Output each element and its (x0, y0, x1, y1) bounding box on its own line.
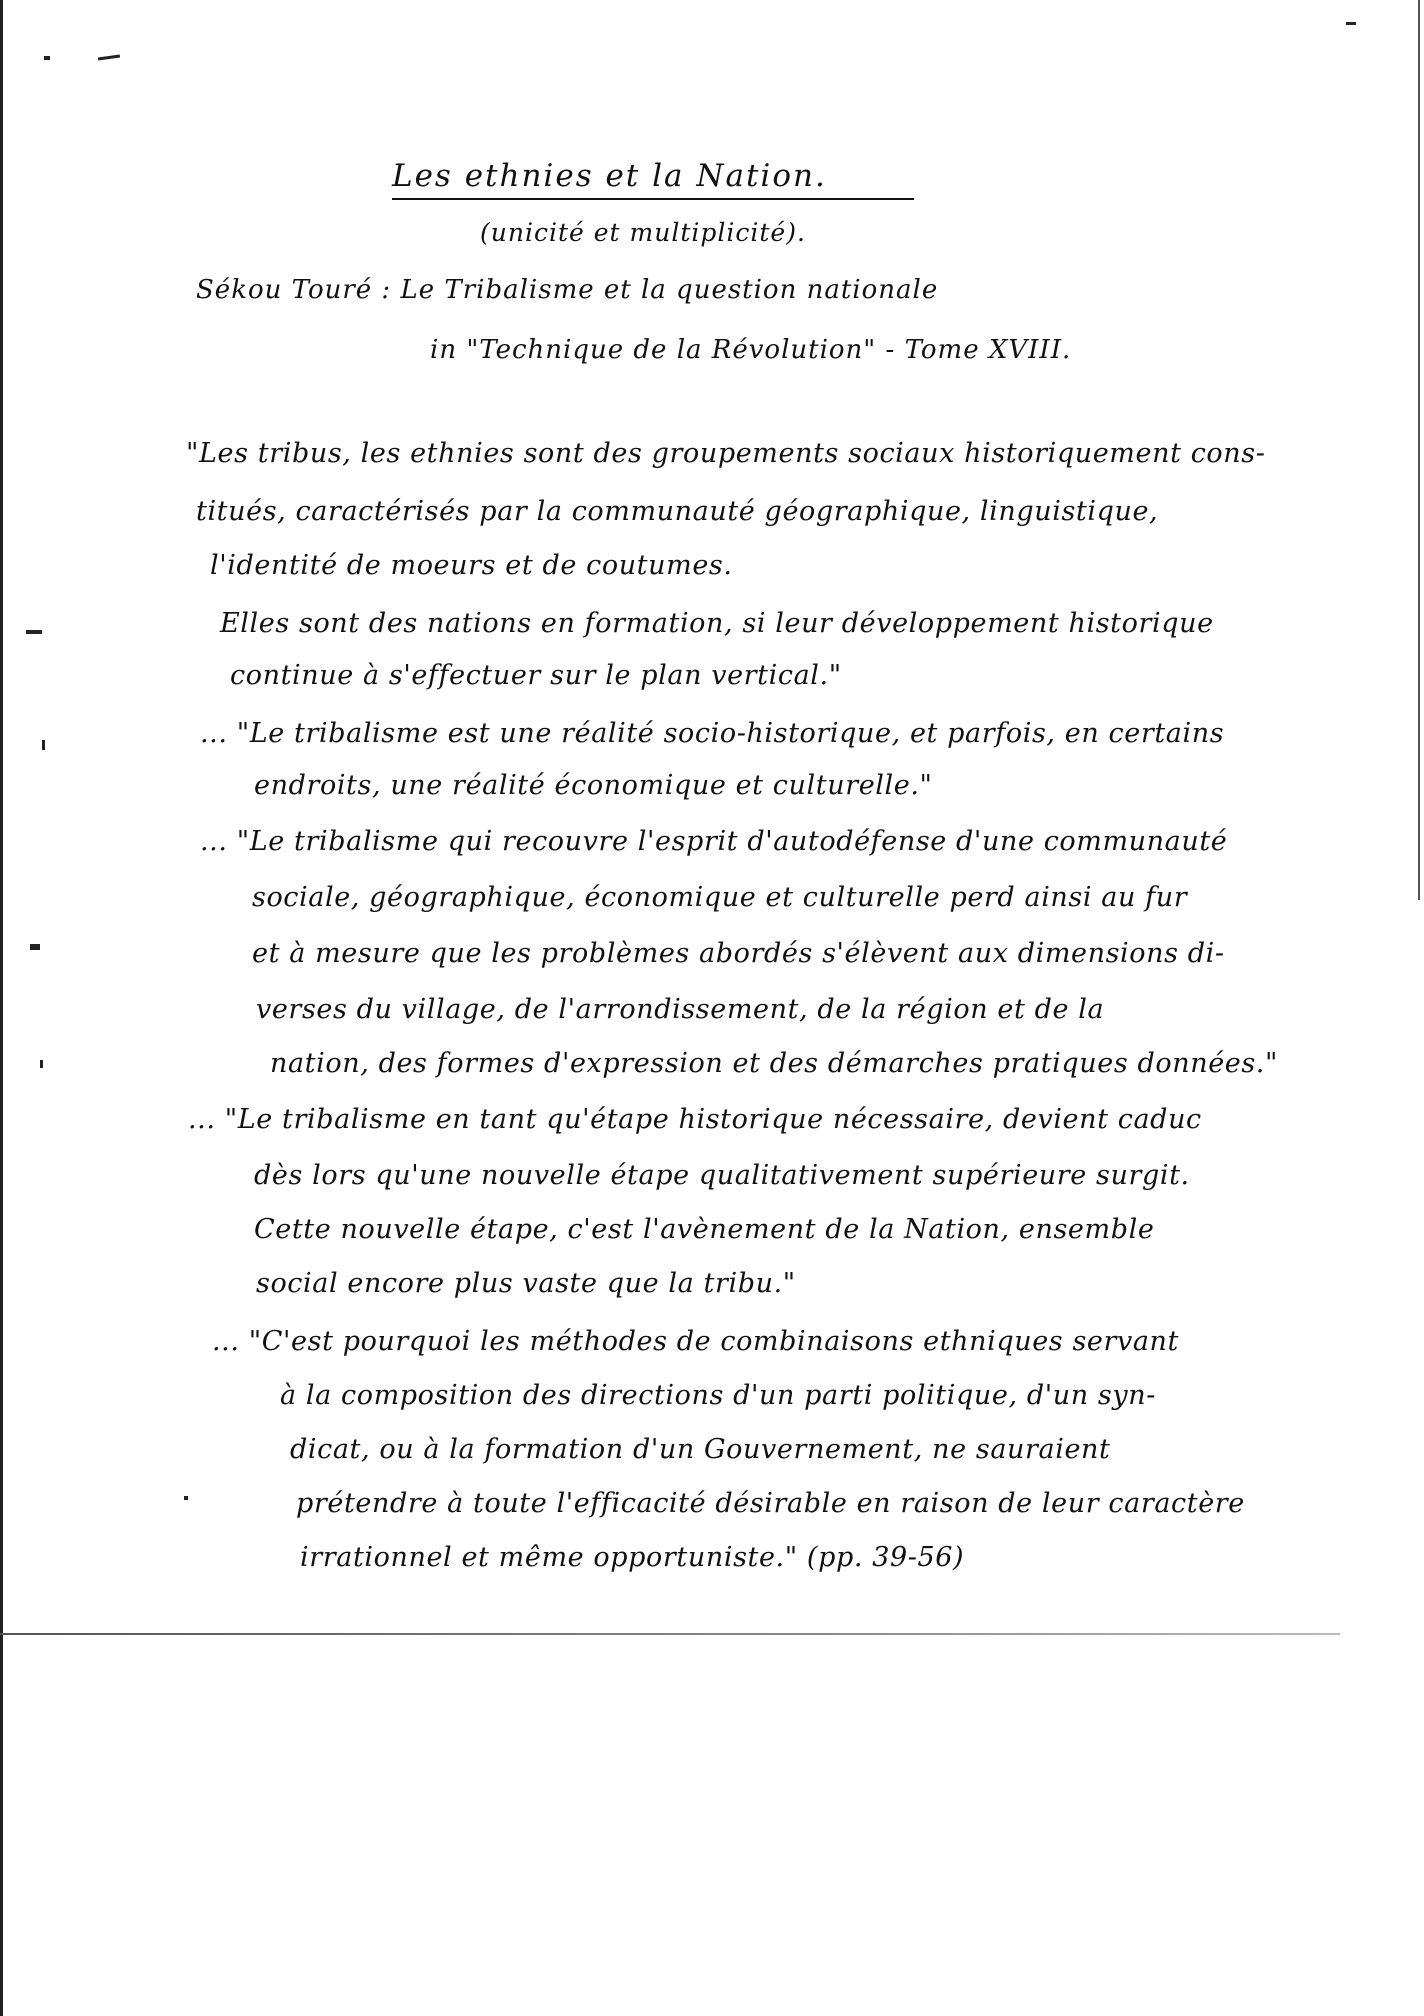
scan-mark-top-left (44, 56, 50, 60)
scan-mark-top-right (1346, 22, 1356, 25)
scan-right-edge (1418, 0, 1420, 900)
text-line: à la composition des directions d'un parti politique, d'un syn- (280, 1380, 1156, 1411)
text-line: social encore plus vaste que la tribu." (256, 1268, 796, 1299)
text-line: "Les tribus, les ethnies sont des groupements sociaux historiquement cons- (186, 438, 1266, 469)
source-citation-line-1: Sékou Touré : Le Tribalisme et la question nationale (196, 275, 939, 305)
margin-dot-1 (42, 740, 45, 750)
text-line: Elles sont des nations en formation, si leur développement historique (220, 608, 1214, 639)
text-line: irrationnel et même opportuniste." (pp. 39-56) (300, 1542, 965, 1573)
text-line: ... "C'est pourquoi les méthodes de combinaisons ethniques servant (212, 1326, 1179, 1357)
text-line: Cette nouvelle étape, c'est l'avènement de la Nation, ensemble (254, 1214, 1155, 1245)
text-line: ... "Le tribalisme en tant qu'étape historique nécessaire, devient caduc (188, 1104, 1202, 1135)
margin-arrow (30, 944, 40, 950)
document-subtitle: (unicité et multiplicité). (480, 218, 806, 247)
text-line: et à mesure que les problèmes abordés s'élèvent aux dimensions di- (252, 938, 1225, 969)
text-line: ... "Le tribalisme est une réalité socio-historique, et parfois, en certains (200, 718, 1225, 749)
scan-left-edge (0, 0, 3, 2016)
text-line: dicat, ou à la formation d'un Gouvernement, ne sauraient (290, 1434, 1111, 1465)
title-underline (392, 198, 914, 200)
text-line: titués, caractérisés par la communauté géographique, linguistique, (196, 496, 1159, 527)
text-line: verses du village, de l'arrondissement, de la région et de la (256, 994, 1105, 1025)
scan-mark-arrow (98, 54, 120, 60)
document-title: Les ethnies et la Nation. (392, 158, 827, 194)
text-line: nation, des formes d'expression et des démarches pratiques données." (270, 1048, 1279, 1079)
text-line: endroits, une réalité économique et culturelle." (254, 770, 933, 801)
margin-dash (26, 630, 42, 634)
text-line: ... "Le tribalisme qui recouvre l'esprit d'autodéfense d'une communauté (200, 826, 1228, 857)
text-line: l'identité de moeurs et de coutumes. (210, 550, 733, 581)
source-citation-line-2: in "Technique de la Révolution" - Tome XVIII. (430, 335, 1072, 365)
text-line: sociale, géographique, économique et culturelle perd ainsi au fur (252, 882, 1188, 913)
text-line: prétendre à toute l'efficacité désirable en raison de leur caractère (296, 1488, 1245, 1519)
text-line: dès lors qu'une nouvelle étape qualitativement supérieure surgit. (254, 1160, 1190, 1191)
margin-dot-2 (40, 1060, 43, 1068)
scan-horizontal-line (0, 1633, 1340, 1635)
text-line: continue à s'effectuer sur le plan vertical." (230, 660, 842, 691)
margin-dot-3 (184, 1496, 188, 1500)
